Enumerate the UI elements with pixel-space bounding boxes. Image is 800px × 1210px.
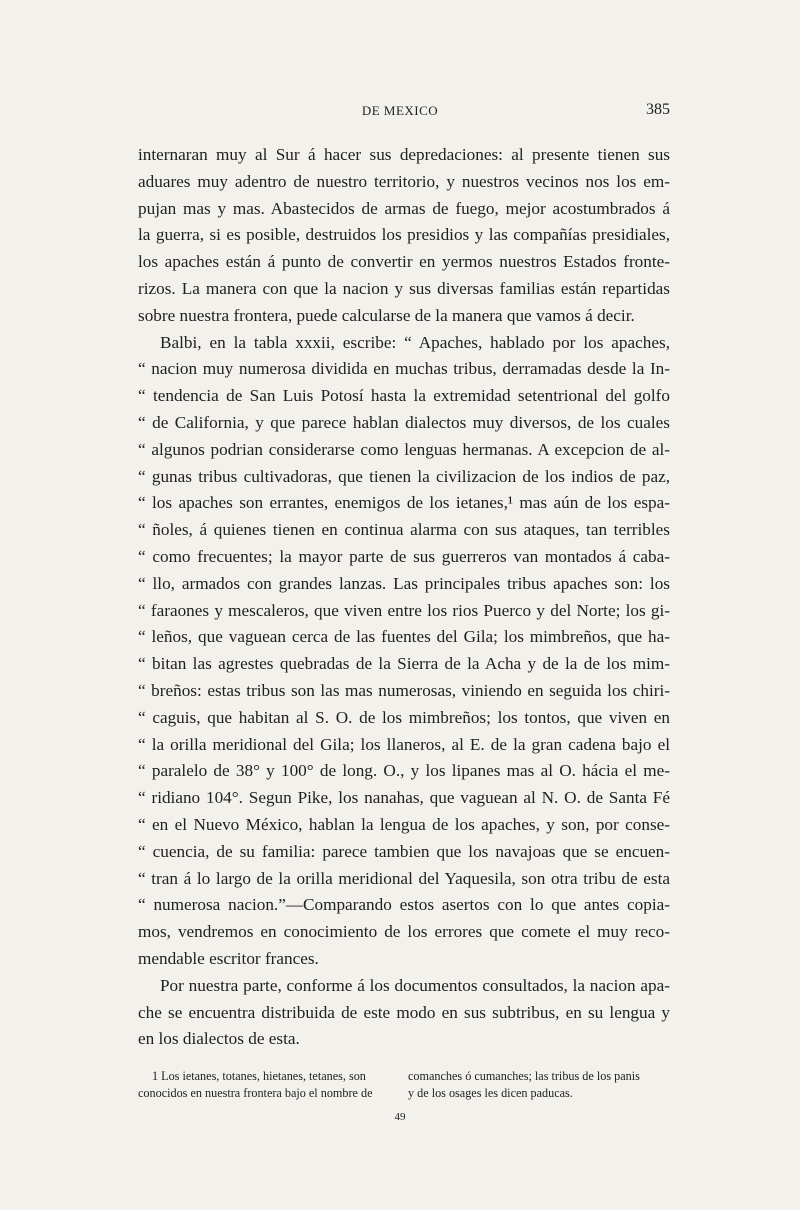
footnote-line: y de los osages les dicen paducas. xyxy=(408,1086,573,1100)
text-line: “ como frecuentes; la mayor parte de sus guerreros van montados á caba- xyxy=(138,546,670,566)
text-line: en los dialectos de esta. xyxy=(138,1029,300,1049)
page-number: 385 xyxy=(646,101,670,118)
text-line: “ paralelo de 38° y 100° de long. O., y los lipanes mas al O. hácia el me- xyxy=(138,761,670,781)
text-line: “ en el Nuevo México, hablan la lengua de los apaches, y son, por conse- xyxy=(138,814,670,834)
text-line: “ llo, armados con grandes lanzas. Las principales tribus apaches son: los xyxy=(138,573,670,593)
text-line: aduares muy adentro de nuestro territorio, y nuestros vecinos nos los em- xyxy=(138,171,670,191)
text-line: “ faraones y mescaleros, que viven entre los rios Puerco y del Norte; los gi- xyxy=(138,600,670,620)
text-line: “ cuencia, de su familia: parece tambien que los navajoas que se encuen- xyxy=(138,841,670,861)
footnote-line: comanches ó cumanches; las tribus de los panis xyxy=(408,1069,640,1083)
text-line: internaran muy al Sur á hacer sus depredaciones: al presente tienen sus xyxy=(138,145,670,164)
footnote-line: conocidos en nuestra frontera bajo el nombre de xyxy=(138,1086,373,1100)
text-line: “ nacion muy numerosa dividida en muchas tribus, derramadas desde la In- xyxy=(138,359,670,379)
body-text xyxy=(138,142,670,1053)
text-line: “ ridiano 104°. Segun Pike, los nanahas, que vaguean al N. O. de Santa Fé xyxy=(138,788,670,808)
text-line: che se encuentra distribuida de este modo en sus subtribus, en su lengua y xyxy=(138,1002,670,1022)
signature-mark: 49 xyxy=(394,1111,406,1123)
text-line: sobre nuestra frontera, puede calcularse de la manera que vamos á decir. xyxy=(138,305,635,325)
text-line: “ los apaches son errantes, enemigos de los ietanes,¹ mas aún de los espa- xyxy=(138,493,670,513)
text-line: “ bitan las agrestes quebradas de la Sierra de la Acha y de la de los mim- xyxy=(138,654,670,674)
text-line: “ leños, que vaguean cerca de las fuentes del Gila; los mimbreños, que ha- xyxy=(138,627,670,647)
text-line: “ caguis, que habitan al S. O. de los mimbreños; los tontos, que viven en xyxy=(138,707,670,727)
text-line: la guerra, si es posible, destruidos los presidios y las compañías presidiales, xyxy=(138,225,670,245)
text-line: “ gunas tribus cultivadoras, que tienen la civilizacion de los indios de paz, xyxy=(138,466,670,486)
text-line: pujan mas y mas. Abastecidos de armas de fuego, mejor acostumbrados á xyxy=(138,198,670,218)
text-line: “ de California, y que parece hablan dialectos muy diversos, de los cuales xyxy=(138,412,670,432)
text-line: Por nuestra parte, conforme á los documentos consultados, la nacion apa- xyxy=(160,975,670,995)
text-line: mendable escritor frances. xyxy=(138,948,319,968)
text-line: “ numerosa nacion.”—Comparando estos asertos con lo que antes copia- xyxy=(138,895,670,915)
text-line: “ tendencia de San Luis Potosí hasta la extremidad setentrional del golfo xyxy=(138,386,670,406)
text-line: mos, vendremos en conocimiento de los errores que comete el muy reco- xyxy=(138,922,670,942)
footnote-column-right xyxy=(408,1068,670,1102)
footnote-line: 1 Los ietanes, totanes, hietanes, tetanes, son xyxy=(152,1069,366,1083)
text-line: “ algunos podrian considerarse como lenguas hermanas. A excepcion de al- xyxy=(138,439,670,459)
running-head xyxy=(0,103,800,123)
text-line: “ breños: estas tribus son las mas numerosas, viniendo en seguida los chiri- xyxy=(138,680,670,700)
text-line: “ tran á lo largo de la orilla meridional del Yaquesila, son otra tribu de esta xyxy=(138,868,670,888)
footnote-column-left xyxy=(138,1068,400,1102)
text-line: “ la orilla meridional del Gila; los llaneros, al E. de la gran cadena bajo el xyxy=(138,734,670,754)
text-line: rizos. La manera con que la nacion y sus diversas familias están repartidas xyxy=(138,278,670,298)
running-title: DE MEXICO xyxy=(361,103,439,118)
text-line: “ ñoles, á quienes tienen en continua alarma con sus ataques, tan terribles xyxy=(138,520,670,540)
text-line: los apaches están á punto de convertir en yermos nuestros Estados fronte- xyxy=(138,252,670,272)
text-line: Balbi, en la tabla xxxii, escribe: “ Apaches, hablado por los apaches, xyxy=(160,332,670,352)
